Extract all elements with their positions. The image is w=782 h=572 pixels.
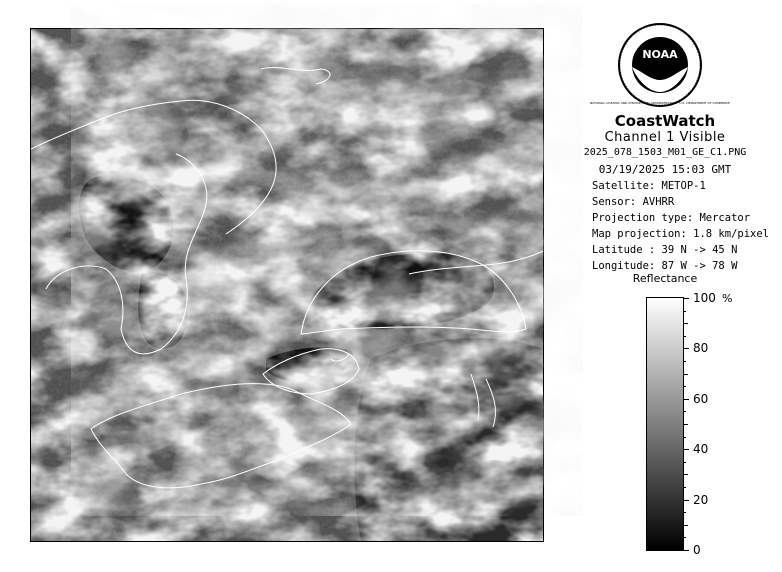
colorbar-tick-mark: [683, 550, 689, 551]
colorbar-tick-mark: [683, 462, 686, 463]
colorbar-tick-mark: [683, 399, 689, 400]
satellite-map-svg: [31, 29, 543, 541]
logo-center-text: NOAA: [642, 48, 678, 61]
colorbar-tick-mark: [683, 411, 686, 412]
satellite-image: [30, 28, 544, 542]
sensor-label: Sensor: AVHRR: [592, 196, 675, 208]
satellite-label: Satellite: METOP-1: [592, 180, 706, 192]
colorbar-tick-mark: [683, 298, 689, 299]
colorbar-tick-label: 20: [693, 492, 709, 507]
colorbar-tick-label: 40: [693, 442, 709, 457]
colorbar-tick-mark: [683, 323, 688, 324]
colorbar-tick-mark: [683, 348, 689, 349]
colorbar-tick-mark: [683, 437, 686, 438]
colorbar-tick-mark: [683, 537, 686, 538]
colorbar-tick-mark: [683, 336, 686, 337]
colorbar-tick-mark: [683, 525, 688, 526]
noaa-logo: [590, 22, 730, 108]
colorbar-tick-mark: [683, 424, 688, 425]
colorbar-tick-mark: [683, 374, 688, 375]
colorbar-tick-label: 0: [693, 543, 701, 557]
colorbar-tick-label: 80: [693, 341, 709, 356]
product-title: CoastWatch: [614, 112, 716, 130]
colorbar-tick-mark: [683, 311, 686, 312]
colorbar-tick-mark: [683, 474, 688, 475]
latitude-label: Latitude : 39 N -> 45 N: [592, 244, 738, 256]
reflectance-colorbar: [646, 297, 684, 551]
channel-label: Channel 1 Visible: [604, 130, 726, 145]
datetime-label: 03/19/2025 15:03 GMT: [598, 163, 732, 176]
legend-unit: %: [722, 292, 733, 305]
colorbar-tick-mark: [683, 512, 686, 513]
colorbar-tick-label: 100: [693, 291, 716, 305]
colorbar-tick-mark: [683, 386, 686, 387]
legend-title: Reflectance: [632, 272, 698, 285]
filename-label: 2025_078_1503_M01_GE_C1.PNG: [583, 147, 747, 158]
colorbar-ticks: [683, 291, 743, 557]
colorbar-tick-mark: [683, 487, 686, 488]
projection-type-label: Projection type: Mercator: [592, 212, 751, 224]
longitude-label: Longitude: 87 W -> 78 W: [592, 260, 738, 272]
colorbar-tick-mark: [683, 500, 689, 501]
logo-ring-text: NATIONAL OCEANIC AND ATMOSPHERIC ADMINISTRATION · U.S. DEPARTMENT OF COMMERCE: [590, 101, 730, 105]
colorbar-tick-mark: [683, 449, 689, 450]
map-projection-label: Map projection: 1.8 km/pixel: [592, 228, 770, 240]
colorbar-tick-mark: [683, 361, 686, 362]
colorbar-tick-label: 60: [693, 391, 709, 406]
